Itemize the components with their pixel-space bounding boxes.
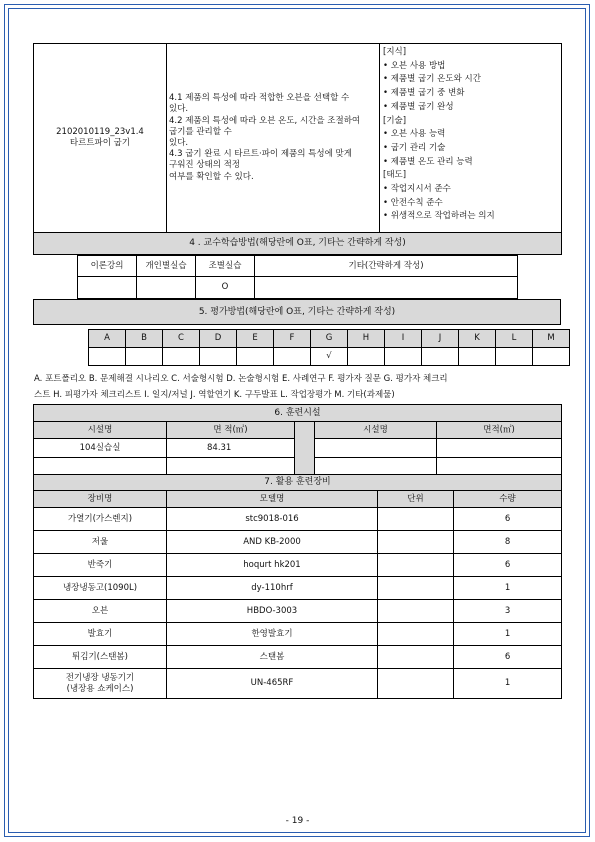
equipment-model: AND KB-2000 (167, 531, 378, 554)
criteria-cell (167, 44, 380, 233)
equipment-qty: 6 (454, 508, 562, 531)
evaluation-header-j: J (422, 330, 459, 348)
equipment-model: UN-465RF (167, 669, 378, 699)
equipment-row (34, 531, 562, 554)
evaluation-legend-line: 스트 H. 피평가자 체크리스트 I. 일지/저널 J. 역할연기 K. 구두발표 L. 작업장평가 M. 기타(과제물) (34, 389, 395, 400)
facility-header-area: 면 적(㎡) (167, 422, 295, 439)
equipment-row (34, 646, 562, 669)
evaluation-mark-k (459, 348, 496, 366)
method-table (77, 255, 518, 299)
section7-title: 7. 활용 훈련장비 (34, 475, 562, 491)
facility-name-cell (34, 458, 167, 475)
criteria-line: 4.2 제품의 특성에 따라 오븐 온도, 시간을 조절하여 (169, 115, 361, 126)
facility-name-cell-2 (315, 458, 437, 475)
method-mark-other (255, 277, 518, 299)
method-mark-lecture (78, 277, 137, 299)
section5-header-table (33, 299, 561, 325)
evaluation-mark-g: √ (311, 348, 348, 366)
evaluation-header-c: C (163, 330, 200, 348)
evaluation-header-e: E (237, 330, 274, 348)
facility-area-cell: 84.31 (167, 439, 295, 458)
criteria-line: 4.3 굽기 완료 시 타르트·파이 제품의 특성에 맞게 (169, 149, 352, 160)
facility-name-cell: 104실습실 (34, 439, 167, 458)
equipment-model: 한영발효기 (167, 623, 378, 646)
equipment-row (34, 600, 562, 623)
equipment-row (34, 554, 562, 577)
facility-area-cell (167, 458, 295, 475)
equipment-qty: 6 (454, 646, 562, 669)
facility-header-area-2: 면적(㎡) (437, 422, 562, 439)
equipment-row (34, 623, 562, 646)
equipment-name: 가열기(가스렌지) (34, 508, 167, 531)
evaluation-header-m: M (533, 330, 570, 348)
equipment-qty: 8 (454, 531, 562, 554)
equipment-name: 냉장냉동고(1090L) (34, 577, 167, 600)
ksa-item: [기술] (383, 115, 407, 126)
equipment-qty: 1 (454, 623, 562, 646)
ksa-item: • 위생적으로 작업하려는 의지 (383, 211, 495, 222)
evaluation-header-l: L (496, 330, 533, 348)
evaluation-mark-f (274, 348, 311, 366)
equipment-unit (378, 669, 454, 699)
ksa-item: • 작업지시서 준수 (383, 184, 451, 195)
evaluation-mark-i (385, 348, 422, 366)
equipment-row (34, 577, 562, 600)
page-number: - 19 - (285, 816, 310, 826)
unit-code: 2102010119_23v1.4 (56, 127, 144, 137)
equipment-unit (378, 623, 454, 646)
method-header-lecture: 이론강의 (78, 256, 137, 277)
method-header-individual: 개인별실습 (137, 256, 196, 277)
evaluation-mark-h (348, 348, 385, 366)
criteria-line: 있다. (169, 104, 189, 115)
equipment-name: 전기냉장 냉동기기 (냉장용 쇼케이스) (34, 669, 167, 699)
equipment-name: 발효기 (34, 623, 167, 646)
evaluation-mark-e (237, 348, 274, 366)
evaluation-header-g: G (311, 330, 348, 348)
method-header-group: 조별실습 (196, 256, 255, 277)
equipment-header-name: 장비명 (34, 491, 167, 508)
evaluation-header-f: F (274, 330, 311, 348)
evaluation-mark-b (126, 348, 163, 366)
equipment-model: hoqurt hk201 (167, 554, 378, 577)
criteria-line: 4.1 제품의 특성에 따라 적합한 오븐을 선택할 수 (169, 93, 350, 104)
evaluation-header-a: A (89, 330, 126, 348)
equipment-unit (378, 508, 454, 531)
ksa-item: • 제품별 굽기 완성 (383, 101, 454, 112)
equipment-qty: 1 (454, 577, 562, 600)
equipment-header-unit: 단위 (378, 491, 454, 508)
equipment-row (34, 508, 562, 531)
equipment-row (34, 669, 562, 699)
equipment-qty: 1 (454, 669, 562, 699)
section6-title: 6. 훈련시설 (34, 405, 562, 422)
equipment-model: 스탠봄 (167, 646, 378, 669)
method-header-other: 기타(간략하게 작성) (255, 256, 518, 277)
method-mark-individual (137, 277, 196, 299)
equipment-unit (378, 600, 454, 623)
evaluation-mark-l (496, 348, 533, 366)
equipment-name: 튀김기(스탠봄) (34, 646, 167, 669)
equipment-model: stc9018-016 (167, 508, 378, 531)
criteria-line: 굽기를 관리할 수 (169, 126, 232, 137)
evaluation-mark-m (533, 348, 570, 366)
evaluation-header-k: K (459, 330, 496, 348)
facility-header-name: 시설명 (34, 422, 167, 439)
ksa-item: [태도] (383, 170, 407, 181)
equipment-unit (378, 577, 454, 600)
facility-table (33, 404, 562, 475)
ksa-item: [지식] (383, 47, 407, 57)
equipment-table (33, 474, 562, 699)
equipment-unit (378, 531, 454, 554)
criteria-line: 있다. (169, 138, 189, 148)
equipment-name: 오븐 (34, 600, 167, 623)
ksa-item: • 제품별 굽기 중 변화 (383, 88, 465, 99)
evaluation-legend-line: A. 포트폴리오 B. 문제해결 시나리오 C. 서술형시험 D. 논술형시험 E. 사례연구 F. 평가자 질문 G. 평가자 체크리 (34, 374, 448, 384)
equipment-name: 저울 (34, 531, 167, 554)
evaluation-mark-d (200, 348, 237, 366)
ksa-item: • 오븐 사용 능력 (383, 129, 446, 140)
facility-name-cell-2 (315, 439, 437, 458)
evaluation-header-b: B (126, 330, 163, 348)
facility-area-cell-2 (437, 439, 562, 458)
equipment-qty: 3 (454, 600, 562, 623)
criteria-line: 여부를 확인할 수 있다. (169, 171, 254, 182)
evaluation-legend (34, 372, 564, 403)
evaluation-mark-c (163, 348, 200, 366)
equipment-unit (378, 646, 454, 669)
unit-table (33, 43, 562, 255)
facility-divider (295, 422, 315, 475)
unit-name: 타르트파이 굽기 (69, 138, 131, 148)
equipment-unit (378, 554, 454, 577)
evaluation-header-d: D (200, 330, 237, 348)
equipment-qty: 6 (454, 554, 562, 577)
criteria-line: 구워진 상태의 적정 (169, 160, 241, 171)
ksa-list (383, 46, 558, 224)
evaluation-mark-j (422, 348, 459, 366)
ksa-item: • 제품별 온도 관리 능력 (383, 156, 473, 167)
ksa-item: • 안전수칙 준수 (383, 197, 443, 208)
equipment-name: 반죽기 (34, 554, 167, 577)
facility-header-name-2: 시설명 (315, 422, 437, 439)
evaluation-mark-a (89, 348, 126, 366)
evaluation-header-h: H (348, 330, 385, 348)
ksa-item: • 오븐 사용 방법 (383, 60, 446, 71)
ksa-item: • 굽기 관리 기술 (383, 142, 446, 153)
method-mark-group: O (196, 277, 255, 299)
section5-title: 5. 평가방법(해당란에 O표, 기타는 간략하게 작성) (34, 300, 561, 325)
section4-title: 4 . 교수학습방법(해당란에 O표, 기타는 간략하게 작성) (34, 233, 562, 255)
unit-code-cell (34, 44, 167, 233)
equipment-model: dy-110hrf (167, 577, 378, 600)
facility-area-cell-2 (437, 458, 562, 475)
evaluation-table (88, 329, 570, 366)
evaluation-header-i: I (385, 330, 422, 348)
equipment-header-model: 모델명 (167, 491, 378, 508)
criteria-list (169, 93, 377, 183)
equipment-header-qty: 수량 (454, 491, 562, 508)
ksa-cell (380, 44, 562, 233)
equipment-model: HBDO-3003 (167, 600, 378, 623)
ksa-item: • 제품별 굽기 온도와 시간 (383, 74, 481, 85)
